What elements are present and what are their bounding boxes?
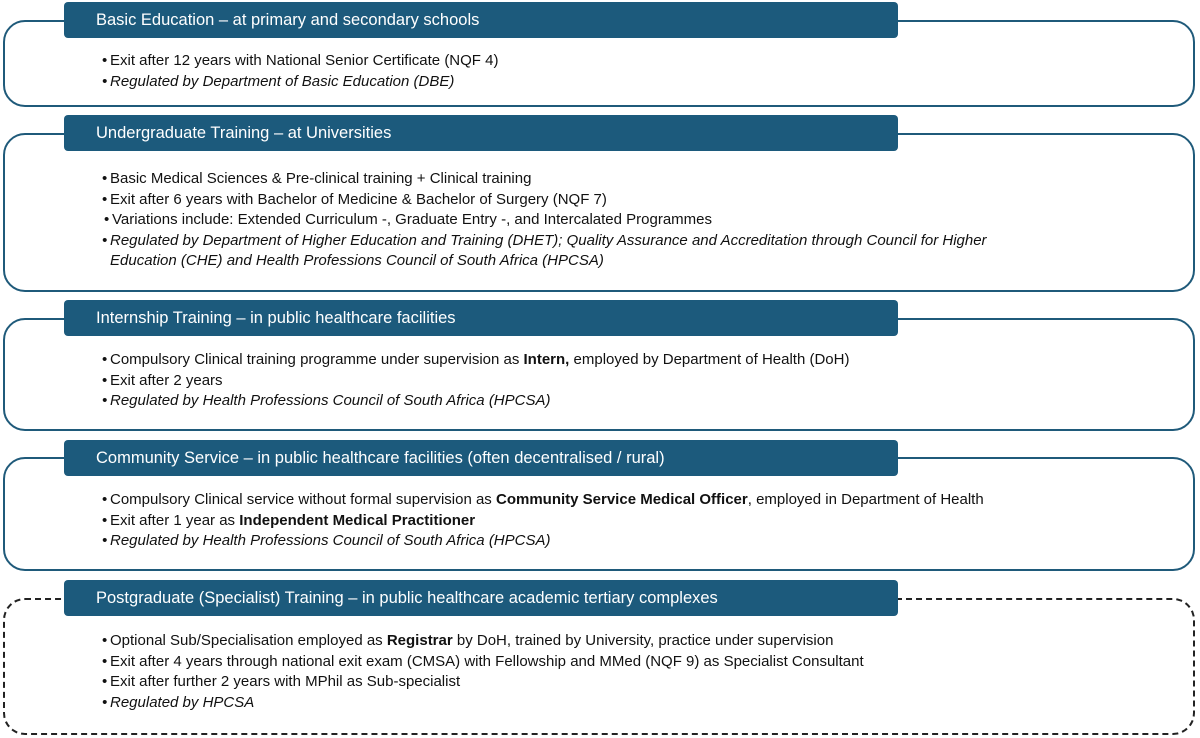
stage-header-undergraduate: Undergraduate Training – at Universities (64, 115, 898, 151)
bullet-text: Compulsory Clinical service without formal supervision as (110, 491, 496, 508)
stage-bullets-postgraduate (102, 631, 864, 713)
bullet-item: • Exit after 12 years with National Senior Certificate (NQF 4) (102, 51, 498, 72)
stage-header-community-service: Community Service – in public healthcare facilities (often decentralised / rural) (64, 440, 898, 476)
bullet-bold-text: Community Service Medical Officer (495, 491, 748, 508)
bullet-bold-text: Independent Medical Practitioner (239, 511, 476, 529)
stage-bullets-undergraduate (102, 169, 987, 272)
bullet-text: Exit after 1 year as (110, 511, 240, 529)
bullet-item: • Variations include: Extended Curriculum -, Graduate Entry -, and Intercalated Programmes (104, 210, 987, 231)
bullet-item-regulator: • Regulated by Health Professions Council of South Africa (HPCSA) (102, 531, 984, 552)
bullet-text: , employed in Department of Health (747, 491, 984, 508)
stage-header-postgraduate: Postgraduate (Specialist) Training – in public healthcare academic tertiary complexes (64, 580, 898, 616)
bullet-bold-text: Intern, (523, 351, 570, 368)
bullet-item: • Basic Medical Sciences & Pre-clinical training + Clinical training (102, 169, 987, 190)
bullet-text: Optional Sub/Specialisation employed as (110, 632, 387, 649)
bullet-item-regulator: • Regulated by Health Professions Council of South Africa (HPCSA) (102, 391, 849, 412)
regulator-line-2: Education (CHE) and Health Professions Council of South Africa (HPCSA) (110, 252, 604, 269)
bullet-item (102, 350, 849, 371)
bullet-item (102, 631, 864, 652)
bullet-item-regulator: • Regulated by Department of Basic Education (DBE) (102, 72, 498, 93)
bullet-item (102, 511, 984, 532)
bullet-text: by DoH, trained by University, practice under supervision (452, 632, 834, 649)
stage-bullets-internship (102, 350, 849, 412)
bullet-item-regulator (102, 231, 987, 272)
bullet-item-regulator: • Regulated by HPCSA (102, 693, 864, 714)
stage-header-basic-education: Basic Education – at primary and secondary schools (64, 2, 898, 38)
stage-bullets-community-service (102, 490, 984, 552)
regulator-line-1: Regulated by Department of Higher Education and Training (DHET); Quality Assurance and Accreditation through Council for Higher (110, 231, 987, 249)
bullet-item: • Exit after 6 years with Bachelor of Medicine & Bachelor of Surgery (NQF 7) (102, 190, 987, 211)
bullet-item (102, 490, 984, 511)
bullet-item: • Exit after 4 years through national exit exam (CMSA) with Fellowship and MMed (NQF 9) as Specialist Consultant (102, 652, 864, 673)
bullet-text: employed by Department of Health (DoH) (569, 351, 850, 368)
bullet-item: • Exit after further 2 years with MPhil as Sub-specialist (102, 672, 864, 693)
stage-bullets-basic-education (102, 51, 498, 92)
bullet-bold-text: Registrar (386, 632, 453, 649)
bullet-text: Compulsory Clinical training programme under supervision as (110, 351, 524, 368)
bullet-item: • Exit after 2 years (102, 371, 849, 392)
stage-header-internship: Internship Training – in public healthcare facilities (64, 300, 898, 336)
